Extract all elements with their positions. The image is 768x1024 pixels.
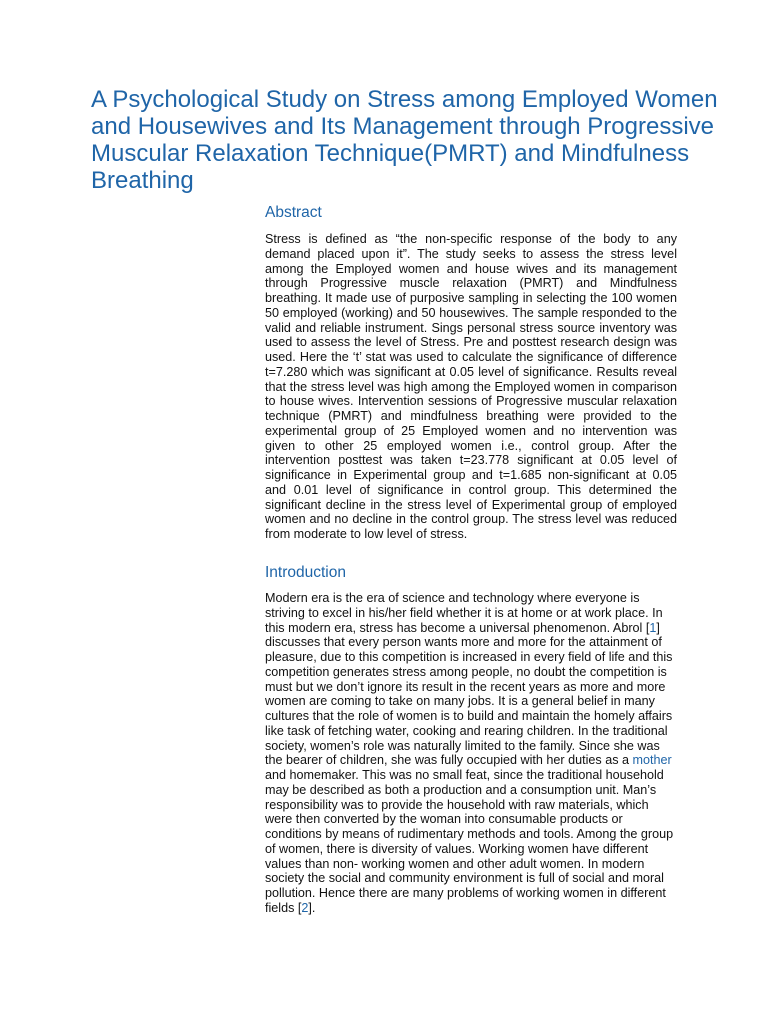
reference-link-2[interactable]: 2 [301,900,309,915]
mother-link[interactable]: mother [632,753,672,768]
article-title: A Psychological Study on Stress among Employed Women and Housewives and Its Management through Progressive Muscular Relaxation Technique(PMRT) and Mindfulness Breathing [91,86,718,194]
reference-link-1[interactable]: 1 [649,620,657,635]
abstract-paragraph: Stress is defined as “the non-specific response of the body to any demand placed upon it”. The study seeks to assess the stress level among the Employed women and house wives and its management through Progressive muscle relaxation (PMRT) and Mindfulness breathing. It made use of purposive sampling in selecting the 100 women 50 employed (working) and 50 housewives. The sample responded to the valid and reliable instrument. Sings personal stress source inventory was used to assess the level of Stress. Pre and posttest research design was used. Here the ‘t’ stat was used to calculate the significance of difference t=7.280 which was significant at 0.05 level of significance. Results reveal that the stress level was high among the Employed women in comparison to house wives. Intervention sessions of Progressive muscular relaxation technique (PMRT) and mindfulness breathing were provided to the experimental group of 25 Employed women and no intervention was given to other 25 employed women i.e., control group. After the intervention posttest was taken t=23.778 significant at 0.05 level of significance in Experimental group and t=1.685 non-significant at 0.05 and 0.01 level of significance in control group. This determined the significant decline in the stress level of Experimental group of employed women and no decline in the control group. The stress level was reduced from moderate to low level of stress. [265,232,677,541]
intro-text-segment: ]. [308,900,316,915]
intro-text-segment: ] discusses that every person wants more and more for the attainment of pleasure, due to this competition is increased in every field of life and this competition generates stress among people, no doubt the competition is must but we don’t ignore its result in the recent years as more and more women are coming to take on many jobs. It is a general belief in many cultures that the role of women is to build and maintain the homely affairs like task of fetching water, cooking and rearing children. In the traditional society, women’s role was naturally limited to the family. Since she was the bearer of children, she was fully occupied with her duties as a [265,620,673,768]
intro-text-segment: Modern era is the era of science and technology where everyone is striving to excel in his/her field whether it is at home or at work place. In this modern era, stress has become a universal phenomenon. Abrol [ [265,591,663,635]
abstract-heading: Abstract [265,204,322,221]
introduction-paragraph [265,591,677,916]
introduction-heading: Introduction [265,564,346,581]
intro-text-segment: and homemaker. This was no small feat, since the traditional household may be described as both a production and a consumption unit. Man’s responsibility was to provide the household with raw materials, which were then converted by the woman into consumable products or conditions by means of rudimentary methods and tools. Among the group of women, there is diversity of values. Working women have different values than non- working women and other adult women. In modern society the social and community environment is full of social and moral pollution. Hence there are many problems of working women in different fields [ [265,768,674,915]
